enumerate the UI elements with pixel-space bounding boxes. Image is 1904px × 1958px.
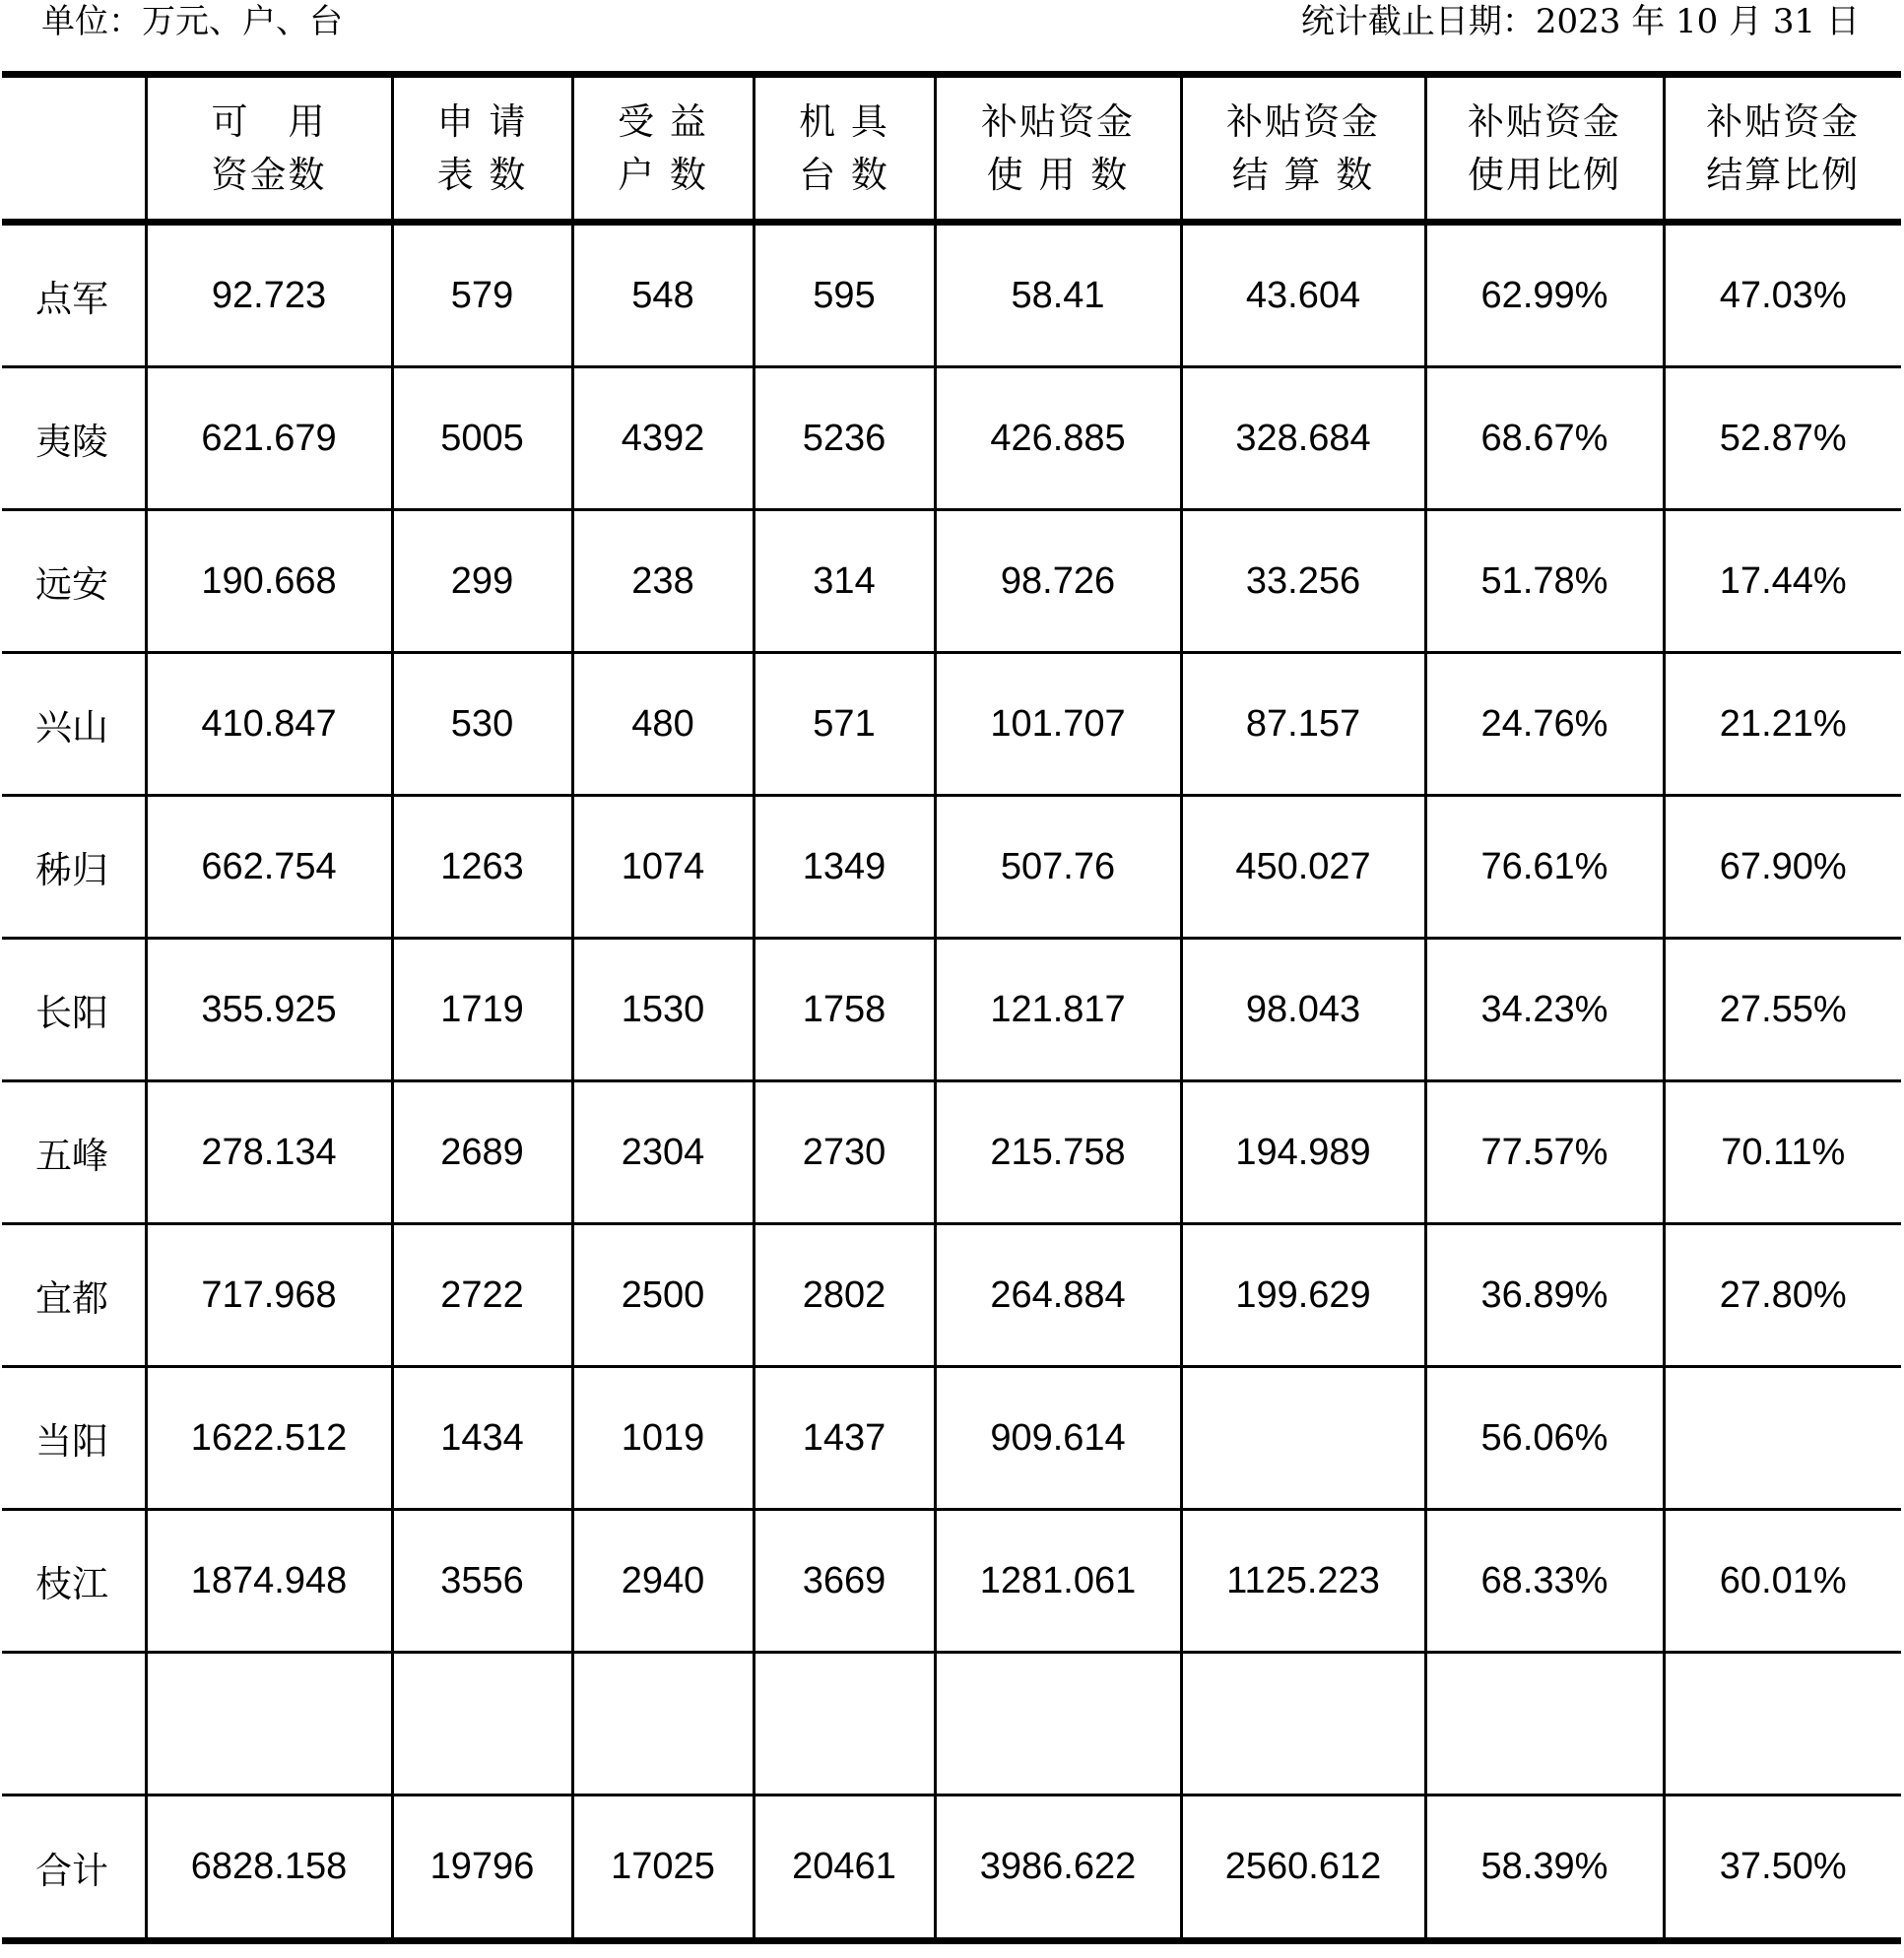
data-cell: 68.67% [1425, 367, 1664, 510]
data-cell: 3986.622 [935, 1795, 1181, 1941]
region-cell: 宜都 [2, 1224, 146, 1367]
table-body [2, 223, 1901, 1941]
data-cell: 717.968 [146, 1224, 392, 1367]
unit-label: 单位：万元、户、台 [41, 2, 343, 41]
data-cell: 21.21% [1664, 653, 1901, 796]
data-cell: 52.87% [1664, 367, 1901, 510]
header-cell-subsidy-used: 补贴资金 使 用 数 [935, 75, 1181, 223]
data-cell: 68.33% [1425, 1510, 1664, 1653]
data-cell: 98.726 [935, 510, 1181, 653]
table-header-row [2, 75, 1901, 223]
header-cell-settlement-ratio: 补贴资金 结算比例 [1664, 75, 1901, 223]
total-row [2, 1795, 1901, 1941]
data-cell: 1758 [754, 939, 935, 1081]
table-row [2, 510, 1901, 653]
data-cell: 1349 [754, 796, 935, 939]
data-cell: 507.76 [935, 796, 1181, 939]
data-cell: 6828.158 [146, 1795, 392, 1941]
data-cell: 314 [754, 510, 935, 653]
header-cell-beneficiary-households: 受 益 户 数 [572, 75, 754, 223]
data-cell: 76.61% [1425, 796, 1664, 939]
data-cell [754, 1653, 935, 1795]
data-cell: 480 [572, 653, 754, 796]
table-row [2, 653, 1901, 796]
data-cell: 20461 [754, 1795, 935, 1941]
data-cell: 194.989 [1181, 1081, 1425, 1224]
data-cell: 530 [392, 653, 572, 796]
data-cell: 199.629 [1181, 1224, 1425, 1367]
data-cell: 1622.512 [146, 1367, 392, 1510]
data-cell [1181, 1653, 1425, 1795]
data-cell: 77.57% [1425, 1081, 1664, 1224]
region-cell [2, 1653, 146, 1795]
data-cell: 1125.223 [1181, 1510, 1425, 1653]
data-cell: 1434 [392, 1367, 572, 1510]
table-row [2, 1367, 1901, 1510]
data-cell: 2730 [754, 1081, 935, 1224]
data-cell: 58.41 [935, 223, 1181, 367]
data-cell: 2722 [392, 1224, 572, 1367]
data-cell: 909.614 [935, 1367, 1181, 1510]
data-cell: 579 [392, 223, 572, 367]
table-row [2, 939, 1901, 1081]
table-row [2, 367, 1901, 510]
header-cell-region [2, 75, 146, 223]
data-cell [1425, 1653, 1664, 1795]
data-cell: 426.885 [935, 367, 1181, 510]
region-cell: 点军 [2, 223, 146, 367]
table-row [2, 796, 1901, 939]
data-cell: 56.06% [1425, 1367, 1664, 1510]
data-cell: 215.758 [935, 1081, 1181, 1224]
data-cell [146, 1653, 392, 1795]
region-cell: 合计 [2, 1795, 146, 1941]
data-cell: 67.90% [1664, 796, 1901, 939]
data-cell: 27.55% [1664, 939, 1901, 1081]
data-cell: 121.817 [935, 939, 1181, 1081]
subsidy-table [2, 71, 1901, 1944]
data-cell: 1263 [392, 796, 572, 939]
data-cell: 2940 [572, 1510, 754, 1653]
data-cell: 621.679 [146, 367, 392, 510]
data-cell: 43.604 [1181, 223, 1425, 367]
data-cell: 1019 [572, 1367, 754, 1510]
data-cell: 3669 [754, 1510, 935, 1653]
data-cell: 278.134 [146, 1081, 392, 1224]
region-cell: 夷陵 [2, 367, 146, 510]
data-cell: 3556 [392, 1510, 572, 1653]
data-cell [392, 1653, 572, 1795]
data-cell: 51.78% [1425, 510, 1664, 653]
data-cell: 92.723 [146, 223, 392, 367]
header-cell-applications: 申 请 表 数 [392, 75, 572, 223]
data-cell: 548 [572, 223, 754, 367]
data-cell: 58.39% [1425, 1795, 1664, 1941]
data-cell: 2802 [754, 1224, 935, 1367]
data-cell: 5236 [754, 367, 935, 510]
data-cell: 98.043 [1181, 939, 1425, 1081]
region-cell: 秭归 [2, 796, 146, 939]
header-cell-available-funds: 可 用 资金数 [146, 75, 392, 223]
data-cell: 2689 [392, 1081, 572, 1224]
data-cell: 19796 [392, 1795, 572, 1941]
data-cell: 410.847 [146, 653, 392, 796]
data-cell: 70.11% [1664, 1081, 1901, 1224]
data-cell: 1281.061 [935, 1510, 1181, 1653]
data-cell: 33.256 [1181, 510, 1425, 653]
header-cell-subsidy-settled: 补贴资金 结 算 数 [1181, 75, 1425, 223]
data-cell: 17.44% [1664, 510, 1901, 653]
table-row [2, 223, 1901, 367]
region-cell: 兴山 [2, 653, 146, 796]
data-cell [1664, 1653, 1901, 1795]
data-cell: 662.754 [146, 796, 392, 939]
data-cell [1181, 1367, 1425, 1510]
region-cell: 长阳 [2, 939, 146, 1081]
data-cell: 571 [754, 653, 935, 796]
header-cell-usage-ratio: 补贴资金 使用比例 [1425, 75, 1664, 223]
data-cell: 190.668 [146, 510, 392, 653]
data-cell [572, 1653, 754, 1795]
data-cell: 47.03% [1664, 223, 1901, 367]
data-cell: 1437 [754, 1367, 935, 1510]
data-cell: 595 [754, 223, 935, 367]
data-cell: 60.01% [1664, 1510, 1901, 1653]
header-cell-machine-count: 机 具 台 数 [754, 75, 935, 223]
data-cell: 238 [572, 510, 754, 653]
region-cell: 当阳 [2, 1367, 146, 1510]
data-cell: 37.50% [1664, 1795, 1901, 1941]
table-row [2, 1510, 1901, 1653]
data-cell: 5005 [392, 367, 572, 510]
table-row [2, 1224, 1901, 1367]
data-cell: 62.99% [1425, 223, 1664, 367]
data-cell: 2560.612 [1181, 1795, 1425, 1941]
data-cell: 1719 [392, 939, 572, 1081]
data-cell: 450.027 [1181, 796, 1425, 939]
data-cell: 1530 [572, 939, 754, 1081]
data-cell: 24.76% [1425, 653, 1664, 796]
data-cell: 101.707 [935, 653, 1181, 796]
data-cell: 2500 [572, 1224, 754, 1367]
report-date: 统计截止日期：2023 年 10 月 31 日 [1300, 2, 1860, 41]
table-row [2, 1081, 1901, 1224]
data-cell: 328.684 [1181, 367, 1425, 510]
data-cell: 2304 [572, 1081, 754, 1224]
data-cell: 17025 [572, 1795, 754, 1941]
region-cell: 枝江 [2, 1510, 146, 1653]
data-cell: 36.89% [1425, 1224, 1664, 1367]
region-cell: 五峰 [2, 1081, 146, 1224]
data-cell: 1874.948 [146, 1510, 392, 1653]
data-cell: 264.884 [935, 1224, 1181, 1367]
data-cell: 1074 [572, 796, 754, 939]
region-cell: 远安 [2, 510, 146, 653]
table-row [2, 1653, 1901, 1795]
data-cell [935, 1653, 1181, 1795]
data-cell [1664, 1367, 1901, 1510]
data-cell: 299 [392, 510, 572, 653]
data-cell: 87.157 [1181, 653, 1425, 796]
data-cell: 355.925 [146, 939, 392, 1081]
data-cell: 27.80% [1664, 1224, 1901, 1367]
data-cell: 4392 [572, 367, 754, 510]
data-cell: 34.23% [1425, 939, 1664, 1081]
